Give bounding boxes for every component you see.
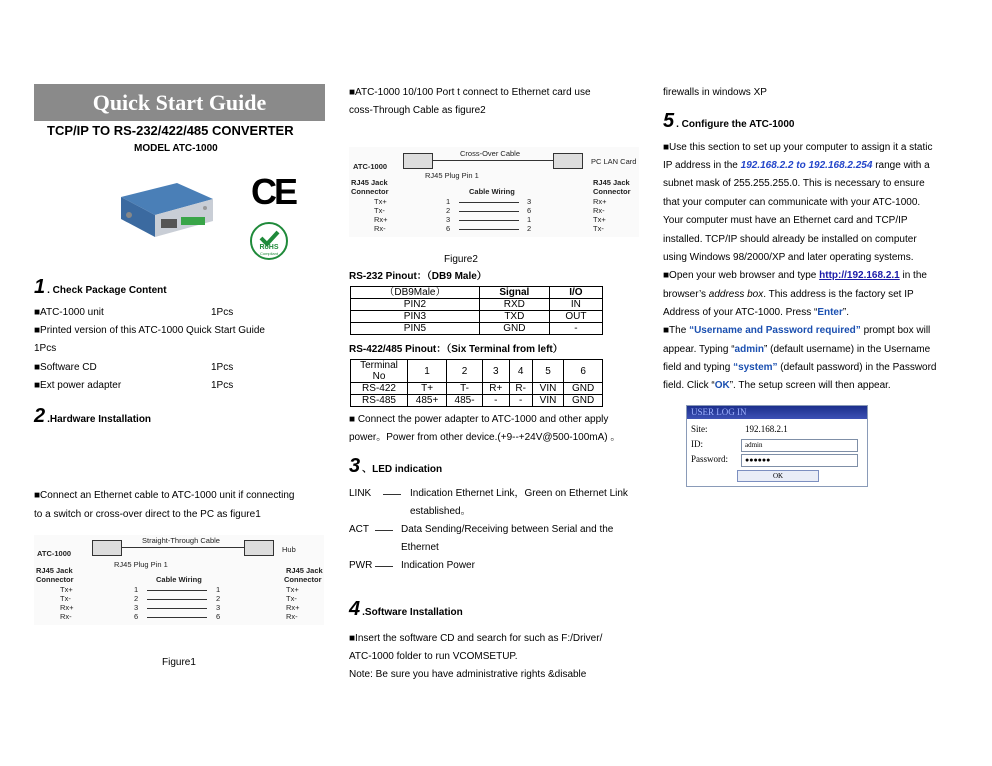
signal: Tx+ (593, 215, 606, 224)
signal: Rx+ (593, 197, 607, 206)
pin: 1 (527, 215, 532, 224)
table-cell: GND (564, 383, 603, 395)
password-label: Password: (691, 454, 729, 464)
figure1-caption: Figure1 (162, 657, 196, 668)
rohs-badge-icon (250, 222, 288, 260)
section-4-heading: 4 .Software Installation (349, 598, 463, 620)
led-name: PWR (349, 560, 373, 571)
table-cell: VIN (532, 395, 563, 407)
login-header: USER LOG IN (687, 406, 867, 419)
table-cell: 6 (564, 360, 603, 383)
jack-label: RJ45 Jack (36, 566, 73, 575)
plug-icon (403, 153, 433, 169)
section-3-heading: 3 、LED indication (349, 455, 443, 477)
table-cell: PIN3 (351, 311, 480, 323)
jack-label: RJ45 Jack (593, 178, 630, 187)
pin: 2 (527, 224, 532, 233)
figure2-diagram (349, 147, 639, 237)
software-text: ■Insert the software CD and search for such as F:/Driver/ (349, 633, 603, 644)
item-qty: 1Pcs (211, 380, 234, 391)
model-label: MODEL ATC-1000 (134, 143, 218, 154)
connect-text: to a switch or cross-over direct to the PC as figure1 (34, 509, 261, 520)
signal: Rx+ (286, 603, 300, 612)
item-label: ■Ext power adapter (34, 380, 122, 391)
table-cell: T+ (408, 383, 447, 395)
section-5-heading: 5 . Configure the ATC-1000 (663, 110, 795, 132)
figure2-caption: Figure2 (444, 254, 478, 265)
config-text: ■The “Username and Password required” prompt box will (663, 325, 931, 336)
led-desc: Ethernet (401, 542, 439, 553)
signal: Rx+ (60, 603, 74, 612)
item-label: 1Pcs (34, 343, 57, 354)
table-cell: RS-485 (351, 395, 408, 407)
led-name: ACT (349, 524, 369, 535)
table-cell: IN (549, 299, 602, 311)
ip-range: 192.168.2.2 to 192.168.2.254 (740, 160, 873, 171)
config-text: Your computer must have an Ethernet card and TCP/IP (663, 215, 908, 226)
signal: Tx- (60, 594, 71, 603)
plug-icon (92, 540, 122, 556)
password-input[interactable]: ●●●●●● (741, 454, 858, 467)
prompt-name: “Username and Password required” (689, 325, 861, 336)
rs232-table (350, 286, 603, 335)
software-text: ATC-1000 folder to run VCOMSETUP. (349, 651, 518, 662)
pin: 2 (134, 594, 139, 603)
plug-icon (244, 540, 274, 556)
signal: Rx- (593, 206, 605, 215)
table-cell: 485+ (408, 395, 447, 407)
pin: 1 (446, 197, 451, 206)
ce-mark-icon: CE (251, 171, 296, 212)
pin: 6 (527, 206, 532, 215)
table-cell: T- (447, 383, 483, 395)
table-cell: - (509, 395, 532, 407)
table-cell: 485- (447, 395, 483, 407)
site-value: 192.168.2.1 (745, 424, 788, 434)
item-qty: 1Pcs (211, 362, 234, 373)
table-cell: Terminal No (351, 360, 408, 383)
signal: Tx- (374, 206, 385, 215)
product-photo (115, 175, 217, 245)
firewall-text: firewalls in windows XP (663, 87, 767, 98)
section-1-heading: 1 . Check Package Content (34, 276, 167, 298)
rohs-sub-label: Compliant (259, 251, 278, 256)
cable-label: Straight-Through Cable (142, 536, 220, 545)
config-text: installed. TCP/IP should already be installed on computer (663, 234, 917, 245)
signal: Tx+ (60, 585, 73, 594)
led-desc: Indication Power (401, 560, 475, 571)
plug-icon (553, 153, 583, 169)
table-cell: RXD (479, 299, 549, 311)
software-text: Note: Be sure you have administrative rights &disable (349, 669, 587, 680)
connect-text: ■Connect an Ethernet cable to ATC-1000 unit if connecting (34, 490, 295, 501)
config-text: appear. Typing “admin” (default username) in the Username (663, 344, 931, 355)
table-row (351, 299, 603, 311)
site-label: Site: (691, 424, 708, 434)
table-row (351, 383, 603, 395)
config-text: field and typing “system” (default password) in the Password (663, 362, 937, 373)
config-url-link[interactable]: http://192.168.2.1 (819, 270, 900, 281)
pin: 6 (216, 612, 221, 621)
table-cell: 3 (482, 360, 509, 383)
signal: Tx- (286, 594, 297, 603)
table-cell: PIN2 (351, 299, 480, 311)
rohs-label: RoHS (259, 244, 279, 251)
jack-label: Connector (351, 187, 389, 196)
table-cell: VIN (532, 383, 563, 395)
jack-label: Connector (593, 187, 631, 196)
default-password: “system” (733, 362, 778, 373)
pin: 1 (216, 585, 221, 594)
enter-key-text: Enter (817, 307, 843, 318)
config-text: that your computer can communicate with your ATC-1000. (663, 197, 921, 208)
led-desc: established。 (410, 506, 471, 517)
table-row (351, 287, 603, 299)
product-subtitle: TCP/IP TO RS-232/422/485 CONVERTER (47, 123, 294, 138)
section-2-heading: 2 .Hardware Installation (34, 405, 152, 427)
table-cell: GND (564, 395, 603, 407)
led-name: LINK (349, 488, 372, 499)
item-label: ■ATC-1000 unit (34, 307, 104, 318)
pin: 3 (446, 215, 451, 224)
jack-label: RJ45 Jack (286, 566, 323, 575)
guide-banner: Quick Start Guide (34, 84, 325, 121)
config-text: ■Open your web browser and type http://192.168.2.1 in the (663, 270, 927, 281)
table-cell: PIN5 (351, 323, 480, 335)
ok-button[interactable]: OK (737, 470, 819, 482)
default-username: admin (734, 344, 764, 355)
table-row (351, 323, 603, 335)
table-cell: R+ (482, 383, 509, 395)
item-qty: 1Pcs (211, 307, 234, 318)
pc-label: PC LAN Card (591, 157, 637, 166)
id-input[interactable]: admin (741, 439, 858, 452)
config-text: Address of your ATC-1000. Press “Enter”. (663, 307, 849, 318)
led-desc: Indication Ethernet Link，Green on Ethernet Link (410, 488, 628, 499)
intro-text: coss-Through Cable as figure2 (349, 105, 486, 116)
table-cell: 5 (532, 360, 563, 383)
figure1-diagram (34, 535, 324, 625)
plug-label: RJ45 Plug Pin 1 (114, 560, 168, 569)
jack-label: RJ45 Jack (351, 178, 388, 187)
pin: 3 (134, 603, 139, 612)
table-row (351, 360, 603, 383)
device-label: ATC-1000 (37, 549, 72, 558)
wiring-label: Cable Wiring (469, 187, 515, 196)
signal: Rx- (60, 612, 72, 621)
table-cell: 2 (447, 360, 483, 383)
item-label: ■Printed version of this ATC-1000 Quick Start Guide (34, 325, 265, 336)
config-text: browser’s address box. This address is the factory set IP (663, 289, 914, 300)
id-label: ID: (691, 439, 703, 449)
hub-label: Hub (282, 545, 296, 554)
signal: Rx- (374, 224, 386, 233)
config-text: using Windows 98/2000/XP and later operating systems. (663, 252, 914, 263)
pin: 2 (216, 594, 221, 603)
table-cell: TXD (479, 311, 549, 323)
signal: Tx- (593, 224, 604, 233)
jack-label: Connector (36, 575, 74, 584)
led-desc: Data Sending/Receiving between Serial and the (401, 524, 614, 535)
pin: 6 (446, 224, 451, 233)
table-cell: R- (509, 383, 532, 395)
signal: Tx+ (374, 197, 387, 206)
config-text: field. Click “OK”. The setup screen will then appear. (663, 380, 891, 391)
plug-label: RJ45 Plug Pin 1 (425, 171, 479, 180)
signal: Rx+ (374, 215, 388, 224)
ok-key-text: OK (714, 380, 730, 391)
intro-text: ■ATC-1000 10/100 Port t connect to Ethernet card use (349, 87, 591, 98)
pin: 6 (134, 612, 139, 621)
login-dialog (686, 405, 868, 487)
config-text: IP address in the 192.168.2.2 to 192.168.2.254 range with a (663, 160, 930, 171)
config-text: subnet mask of 255.255.255.0. This is necessary to ensure (663, 178, 925, 189)
signal: Rx- (286, 612, 298, 621)
rs422-table (350, 359, 603, 407)
rs422-title: RS-422/485 Pinout：（Six Terminal from left） (349, 344, 563, 355)
table-cell: Signal (479, 287, 549, 299)
table-cell: OUT (549, 311, 602, 323)
power-text: power。Power from other device.(+9--+24V@500-100mA) 。 (349, 432, 621, 443)
table-cell: GND (479, 323, 549, 335)
config-text: ■Use this section to set up your computer to assign it a static (663, 142, 933, 153)
item-label: ■Software CD (34, 362, 97, 373)
table-cell: I/O (549, 287, 602, 299)
device-label: ATC-1000 (353, 162, 388, 171)
pin: 3 (216, 603, 221, 612)
table-row (351, 395, 603, 407)
table-cell: （DB9Male） (351, 287, 480, 299)
table-row (351, 311, 603, 323)
table-cell: RS-422 (351, 383, 408, 395)
pin: 2 (446, 206, 451, 215)
table-cell: - (549, 323, 602, 335)
table-cell: 1 (408, 360, 447, 383)
cable-label: Cross-Over Cable (460, 149, 521, 158)
table-cell: - (482, 395, 509, 407)
pin: 1 (134, 585, 139, 594)
power-text: ■ Connect the power adapter to ATC-1000 and other apply (349, 414, 609, 425)
rs232-title: RS-232 Pinout：（DB9 Male） (349, 271, 487, 282)
jack-label: Connector (284, 575, 322, 584)
wiring-label: Cable Wiring (156, 575, 202, 584)
table-cell: 4 (509, 360, 532, 383)
pin: 3 (527, 197, 532, 206)
signal: Tx+ (286, 585, 299, 594)
